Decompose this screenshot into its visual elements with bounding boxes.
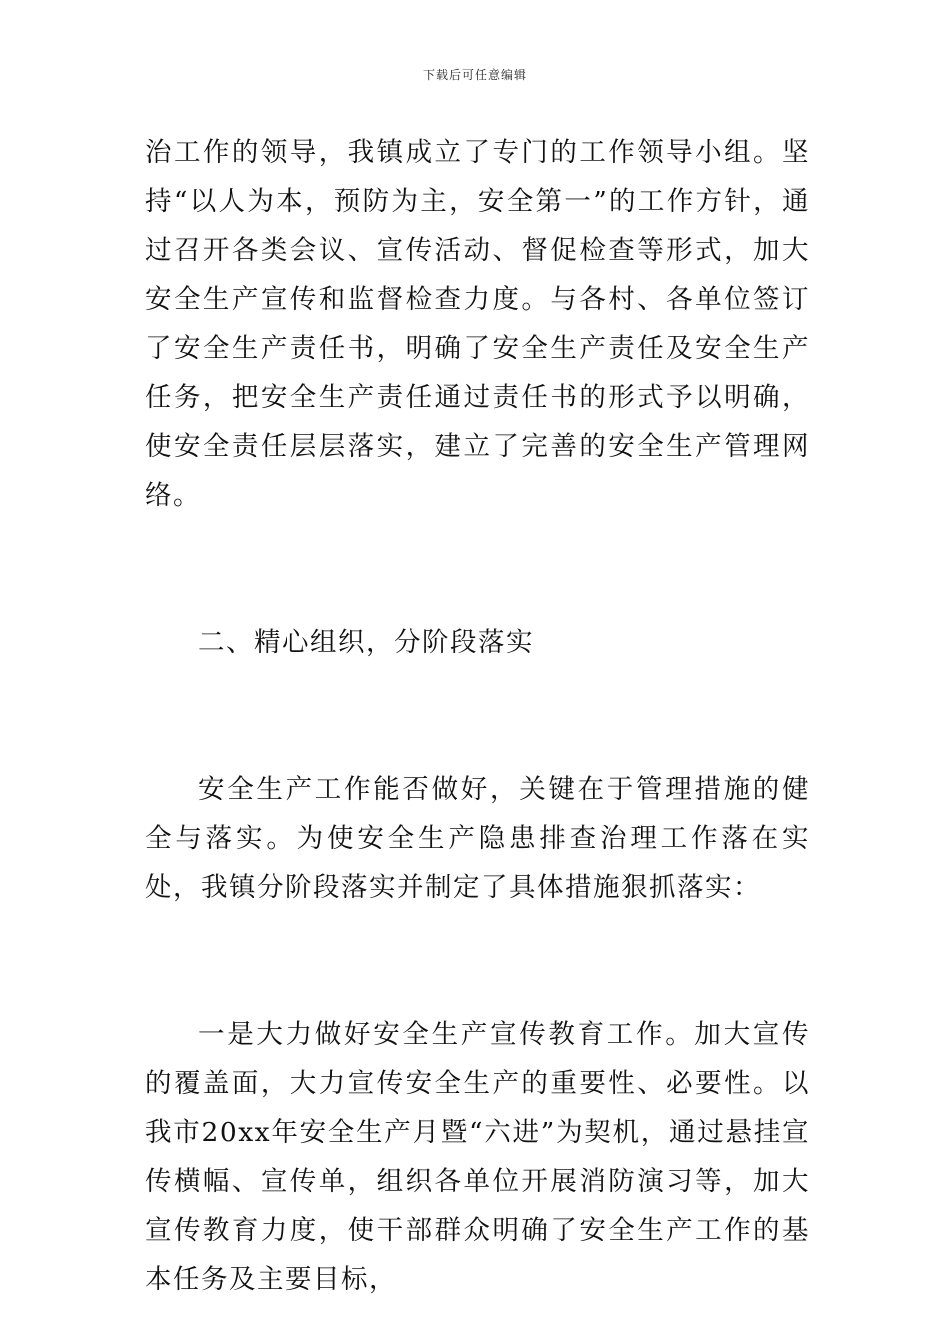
page-header-note: 下载后可任意编辑 bbox=[422, 68, 527, 82]
paragraph-leadership: 治工作的领导，我镇成立了专门的工作领导小组。坚持“以人为本，预防为主，安全第一”的工作方针，通过召开各类会议、宣传活动、督促检查等形式，加大安全生产宣传和监督检查力度。与各村、各单位签订了安全生产责任书，明确了安全生产责任及安全生产任务，把安全生产责任通过责任书的形式予以明确，使安全责任层层落实，建立了完善的安全生产管理网络。 bbox=[145, 137, 810, 511]
section-heading-2: 二、精心组织，分阶段落实 bbox=[198, 627, 534, 658]
document-body bbox=[145, 128, 810, 1304]
paragraph-implementation: 安全生产工作能否做好，关键在于管理措施的健全与落实。为使安全生产隐患排查治理工作落在实处，我镇分阶段落实并制定了具体措施狠抓落实： bbox=[145, 774, 810, 903]
paragraph-publicity: 一是大力做好安全生产宣传教育工作。加大宣传的覆盖面，大力宣传安全生产的重要性、必要性。以我市20xx年安全生产月暨“六进”为契机，通过悬挂宣传横幅、宣传单，组织各单位开展消防演习等，加大宣传教育力度，使干部群众明确了安全生产工作的基本任务及主要目标， bbox=[145, 1019, 810, 1295]
